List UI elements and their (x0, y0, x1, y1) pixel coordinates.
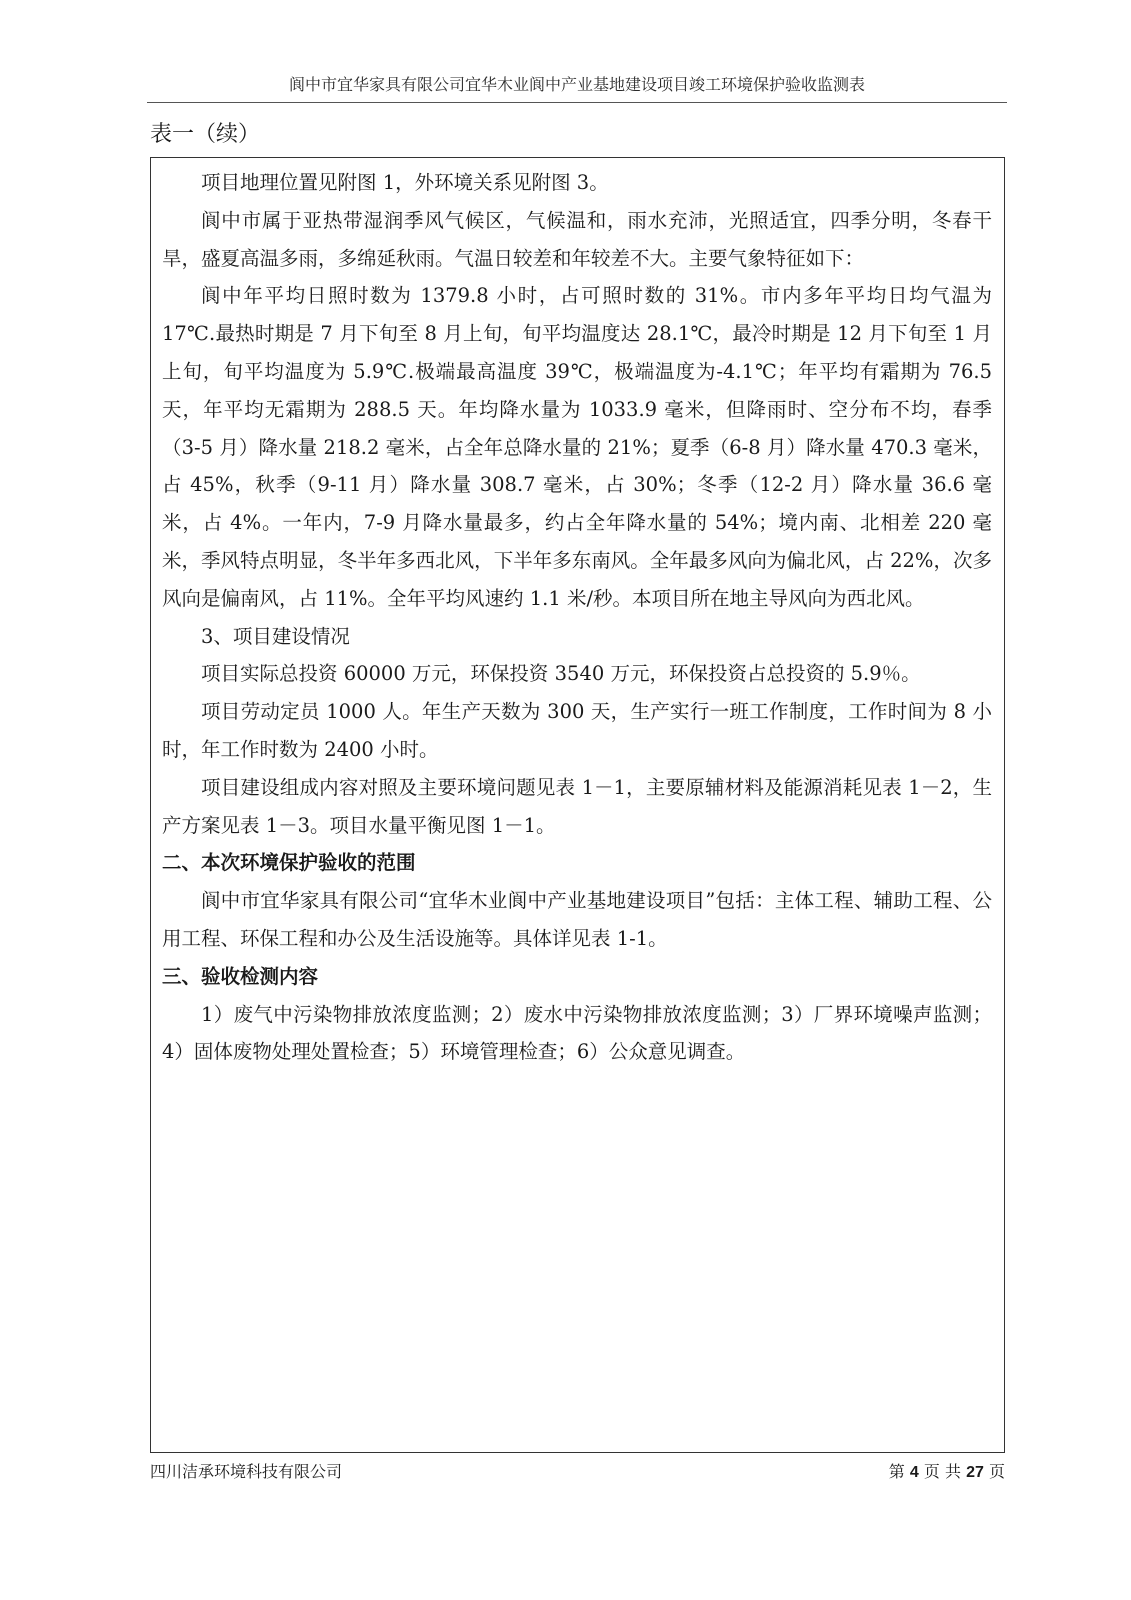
page-total: 27 (966, 1464, 984, 1481)
section-title: 表一（续） (150, 122, 261, 147)
page-mid: 页 共 (923, 1462, 961, 1481)
header-divider (147, 102, 1007, 103)
paragraph-table-references: 项目建设组成内容对照及主要环境问题见表 1－1，主要原辅材料及能源消耗见表 1－2，生产方案见表 1－3。项目水量平衡见图 1－1。 (162, 775, 992, 837)
paragraph-investment: 项目实际总投资 60000 万元，环保投资 3540 万元，环保投资占总投资的 5.9％。 (201, 662, 921, 686)
heading-inspection-content: 三、验收检测内容 (162, 964, 319, 988)
footer-company: 四川洁承环境科技有限公司 (150, 1462, 343, 1481)
body-text (162, 164, 992, 1071)
paragraph-location: 项目地理位置见附图 1，外环境关系见附图 3。 (201, 171, 609, 194)
page-prefix: 第 (888, 1462, 905, 1481)
page-header: 阆中市宜华家具有限公司宜华木业阆中产业基地建设项目竣工环境保护验收监测表 (288, 75, 865, 94)
paragraph-scope: 阆中市宜华家具有限公司“宜华木业阆中产业基地建设项目”包括：主体工程、辅助工程、公用工程、环保工程和办公及生活设施等。具体详见表 1-1。 (162, 889, 992, 950)
page-suffix: 页 (988, 1462, 1005, 1481)
page-number: 4 (909, 1464, 919, 1481)
paragraph-construction-heading: 3、项目建设情况 (201, 624, 350, 648)
paragraph-climate: 阆中市属于亚热带湿润季风气候区，气候温和，雨水充沛，光照适宜，四季分明，冬春干旱，盛夏高温多雨，多绵延秋雨。气温日较差和年较差不大。主要气象特征如下： (162, 208, 992, 270)
paragraph-staffing: 项目劳动定员 1000 人。年生产天数为 300 天，生产实行一班工作制度，工作时间为 8 小时，年工作时数为 2400 小时。 (162, 700, 992, 761)
paragraph-meteorology: 阆中年平均日照时数为 1379.8 小时，占可照时数的 31%。市内多年平均日均气温为 17℃.最热时期是 7 月下旬至 8 月上旬，旬平均温度达 28.1℃，最冷时期是 12 月下旬至 1 月上旬，旬平均温度为 5.9℃.极端最高温度 39℃，极端温度为-4.1℃；年平均有霜期为 76.5 天，年平均无霜期为 288.5 天。年均降水量为 1033.9 毫米，但降雨时、空分布不均，春季（3-5 月）降水量 218.2 毫米，占全年总降水量的 21%；夏季（6-8 月）降水量 470.3 毫米，占 45%，秋季（9-11 月）降水量 308.7 毫米，占 30%；冬季（12-2 月）降水量 36.6 毫米，占 4%。一年内，7-9 月降水量最多，约占全年降水量的 54%；境内南、北相差 220 毫米，季风特点明显，冬半年多西北风，下半年多东南风。全年最多风向为偏北风，占 22%，次多风向是偏南风，占 11%。全年平均风速约 1.1 米/秒。本项目所在地主导风向为西北风。 (162, 284, 992, 610)
paragraph-inspection-items: 1）废气中污染物排放浓度监测；2）废水中污染物排放浓度监测；3）厂界环境噪声监测；4）固体废物处理处置检查；5）环境管理检查；6）公众意见调查。 (162, 1002, 992, 1064)
page-number-indicator (889, 1460, 1005, 1485)
heading-acceptance-scope: 二、本次环境保护验收的范围 (162, 851, 416, 875)
